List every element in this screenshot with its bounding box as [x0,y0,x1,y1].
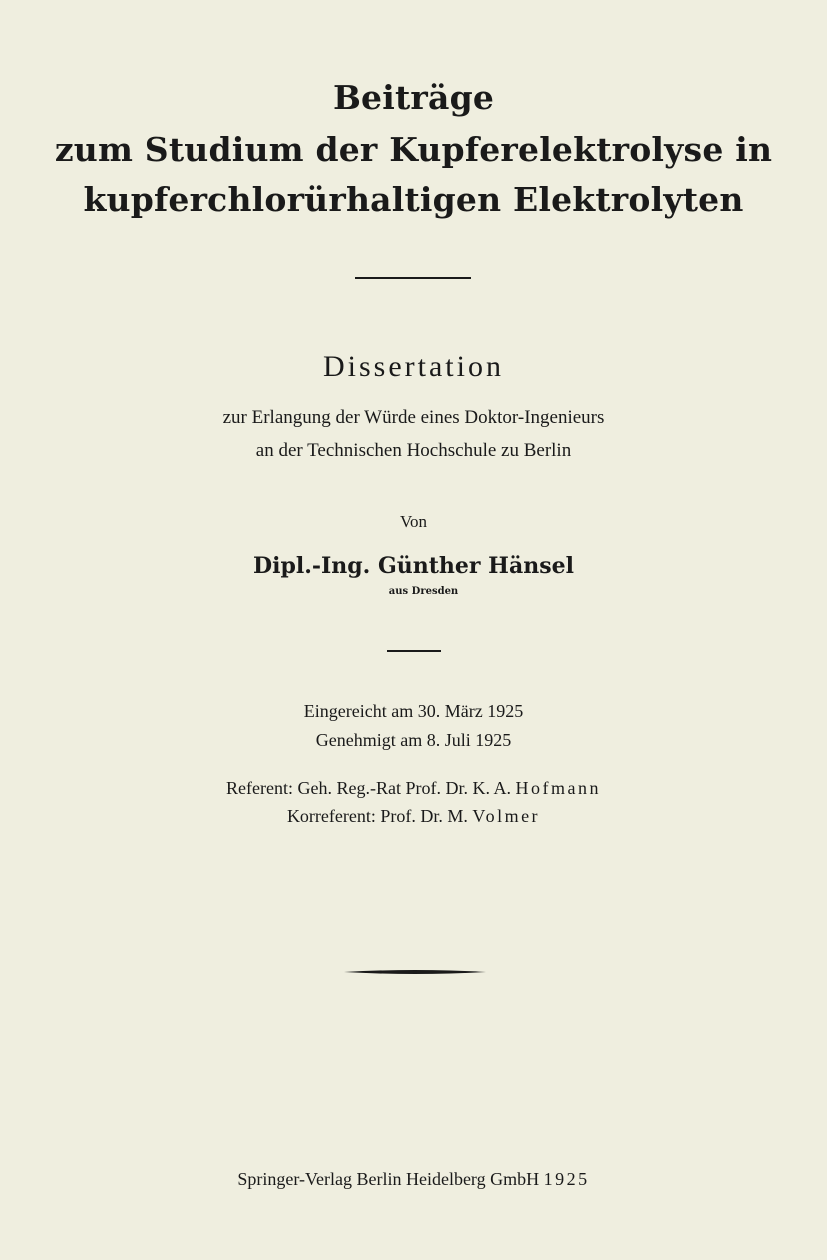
referent-prefix: Referent: Geh. Reg.-Rat Prof. Dr. K. A. [226,778,511,798]
title-line-1: Beiträge [332,78,495,117]
author-divider [387,650,441,652]
dissertation-purpose-line-2: an der Technischen Hochschule zu Berlin [255,440,572,461]
approved-date: Genehmigt am 8. Juli 1925 [315,730,512,750]
dissertation-purpose-line-1: zur Erlangung der Würde eines Doktor-Ingenieurs [222,407,605,428]
submitted-date: Eingereicht am 30. März 1925 [303,701,524,721]
korreferent-prefix: Korreferent: Prof. Dr. M. [286,806,468,826]
korreferent-name: Volmer [472,806,541,826]
title-divider [355,277,471,279]
title-line-3: kupferchlorürhaltigen Elektrolyten [83,180,744,219]
publisher-line [0,1169,827,1190]
referent-line [0,778,827,799]
swelled-rule-ornament [344,969,486,975]
korreferent-line [0,806,827,827]
author-name: Dipl.-Ing. Günther Hänsel [253,553,574,579]
von-label: Von [399,512,428,531]
title-line-2: zum Studium der Kupferelektrolyse in [54,130,773,169]
author-origin: aus Dresden [388,586,459,597]
publisher-name: Springer-Verlag Berlin Heidelberg GmbH [237,1169,540,1189]
publisher-year: 1925 [543,1169,590,1189]
referent-name: Hofmann [515,778,601,798]
dissertation-heading: Dissertation [323,350,504,383]
